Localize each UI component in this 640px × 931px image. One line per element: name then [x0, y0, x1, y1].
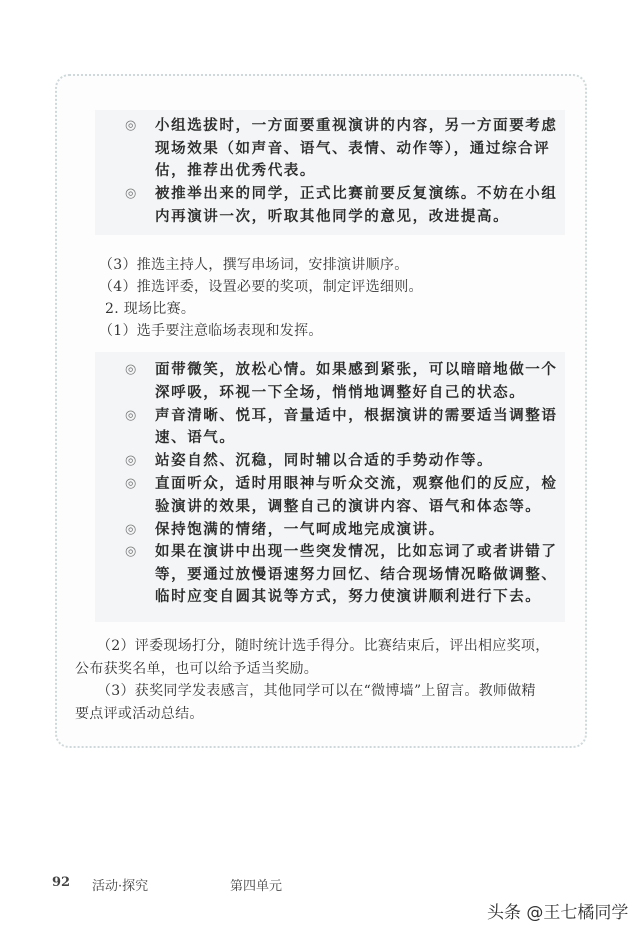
bullet-item: [125, 541, 558, 609]
paragraph-line: 要点评或活动总结。: [75, 705, 204, 722]
text-line: 验演讲的效果，调整自己的演讲内容、语气和体态等。: [155, 497, 542, 515]
step-line: （1）选手要注意临场表现和发挥。: [99, 323, 323, 339]
bullet-item: [125, 115, 558, 183]
text-line: 深呼吸，环视一下全场，悄悄地调整好自己的状态。: [155, 383, 526, 401]
text-line: 速、语气。: [155, 429, 236, 447]
step-line: 2. 现场比赛。: [105, 301, 196, 317]
text-line: 内再演讲一次，听取其他同学的意见，改进提高。: [155, 207, 510, 225]
bullet-item: [125, 450, 494, 473]
double-circle-icon: ◎: [125, 118, 138, 133]
double-circle-icon: ◎: [125, 521, 138, 537]
text-line: 如果在演讲中出现一些突发情况，比如忘词了或者讲错了: [155, 543, 558, 561]
bullet-item: [125, 405, 558, 450]
text-line: 临时应变自圆其说等方式，努力使演讲顺利进行下去。: [155, 588, 542, 606]
double-circle-icon: ◎: [125, 453, 138, 469]
bullet-item: [125, 473, 558, 518]
paragraph-line: （3）获奖同学发表感言，其他同学可以在“微博墙”上留言。教师做精: [97, 683, 536, 699]
text-line: 现场效果（如声音、语气、表情、动作等），通过综合评: [155, 139, 551, 157]
watermark: 头条 @王七橘同学: [487, 903, 629, 923]
text-line: 保持饱满的情绪，一气呵成地完成演讲。: [155, 520, 445, 538]
paragraph-line: （2）评委现场打分，随时统计选手得分。比赛结束后，评出相应奖项，: [97, 638, 550, 654]
bullet-item: [125, 183, 558, 228]
double-circle-icon: ◎: [125, 186, 138, 202]
text-line: 等，要通过放慢语速努力回忆、结合现场情况略做调整、: [155, 565, 558, 583]
bullet-item: [125, 519, 445, 542]
footer-section: 活动·探究: [92, 879, 149, 894]
footer-unit: 第四单元: [230, 879, 283, 894]
text-line: 面带微笑，放松心情。如果感到紧张，可以暗暗地做一个: [155, 361, 558, 378]
step-line: （4）推选评委，设置必要的奖项，制定评选细则。: [99, 279, 423, 295]
double-circle-icon: ◎: [125, 362, 138, 377]
bullet-item: [125, 359, 558, 404]
page-number: 92: [52, 875, 71, 890]
step-line: （3）推选主持人，撰写串场词，安排演讲顺序。: [99, 257, 409, 273]
double-circle-icon: ◎: [125, 407, 138, 423]
text-line: 声音清晰、悦耳，音量适中，根据演讲的需要适当调整语: [155, 406, 558, 424]
text-line: 估，推荐出优秀代表。: [155, 162, 316, 179]
double-circle-icon: ◎: [125, 476, 138, 491]
double-circle-icon: ◎: [125, 544, 138, 560]
paragraph-line: 公布获奖名单，也可以给予适当奖励。: [75, 660, 319, 677]
text-line: 被推举出来的同学，正式比赛前要反复演练。不妨在小组: [155, 185, 558, 203]
text-line: 直面听众，适时用眼神与听众交流，观察他们的反应，检: [155, 475, 558, 492]
text-line: 小组选拔时，一方面要重视演讲的内容，另一方面要考虑: [155, 117, 558, 134]
text-line: 站姿自然、沉稳，同时辅以合适的手势动作等。: [155, 452, 494, 470]
